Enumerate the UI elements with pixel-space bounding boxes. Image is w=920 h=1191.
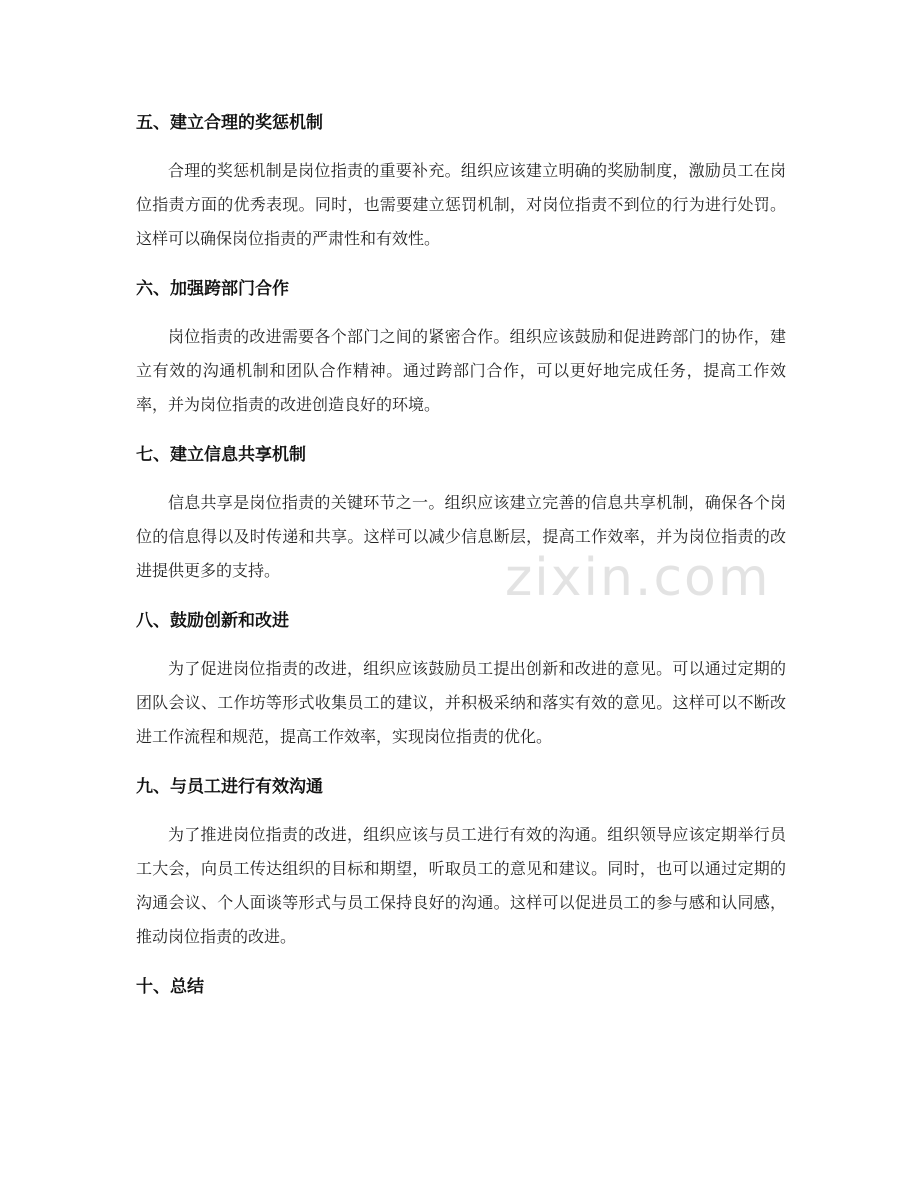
section-8 [136, 606, 786, 754]
section-heading: 七、建立信息共享机制 [136, 445, 306, 465]
section-heading: 八、鼓励创新和改进 [136, 611, 289, 631]
section-paragraph: 为了促进岗位指责的改进，组织应该鼓励员工提出创新和改进的意见。可以通过定期的团队会议、工作坊等形式收集员工的建议，并积极采纳和落实有效的意见。这样可以不断改进工作流程和规范，提高工作效率，实现岗位指责的优化。 [136, 659, 786, 746]
section-10 [136, 972, 786, 1002]
section-paragraph: 信息共享是岗位指责的关键环节之一。组织应该建立完善的信息共享机制，确保各个岗位的信息得以及时传递和共享。这样可以减少信息断层，提高工作效率，并为岗位指责的改进提供更多的支持。 [136, 493, 786, 580]
section-heading: 十、总结 [136, 977, 204, 997]
section-7 [136, 440, 786, 588]
section-heading: 五、建立合理的奖惩机制 [136, 113, 323, 133]
section-5 [136, 108, 786, 256]
watermark: zixin.com [505, 548, 771, 608]
section-paragraph: 为了推进岗位指责的改进，组织应该与员工进行有效的沟通。组织领导应该定期举行员工大会，向员工传达组织的目标和期望，听取员工的意见和建议。同时，也可以通过定期的沟通会议、个人面谈等形式与员工保持良好的沟通。这样可以促进员工的参与感和认同感，推动岗位指责的改进。 [136, 825, 786, 946]
section-paragraph: 合理的奖惩机制是岗位指责的重要补充。组织应该建立明确的奖励制度，激励员工在岗位指责方面的优秀表现。同时，也需要建立惩罚机制，对岗位指责不到位的行为进行处罚。这样可以确保岗位指责的严肃性和有效性。 [136, 161, 786, 248]
document-content [136, 108, 786, 1018]
section-heading: 九、与员工进行有效沟通 [136, 777, 323, 797]
section-paragraph: 岗位指责的改进需要各个部门之间的紧密合作。组织应该鼓励和促进跨部门的协作，建立有效的沟通机制和团队合作精神。通过跨部门合作，可以更好地完成任务，提高工作效率，并为岗位指责的改进创造良好的环境。 [136, 327, 786, 414]
section-9 [136, 772, 786, 954]
section-6 [136, 274, 786, 422]
section-heading: 六、加强跨部门合作 [136, 279, 289, 299]
